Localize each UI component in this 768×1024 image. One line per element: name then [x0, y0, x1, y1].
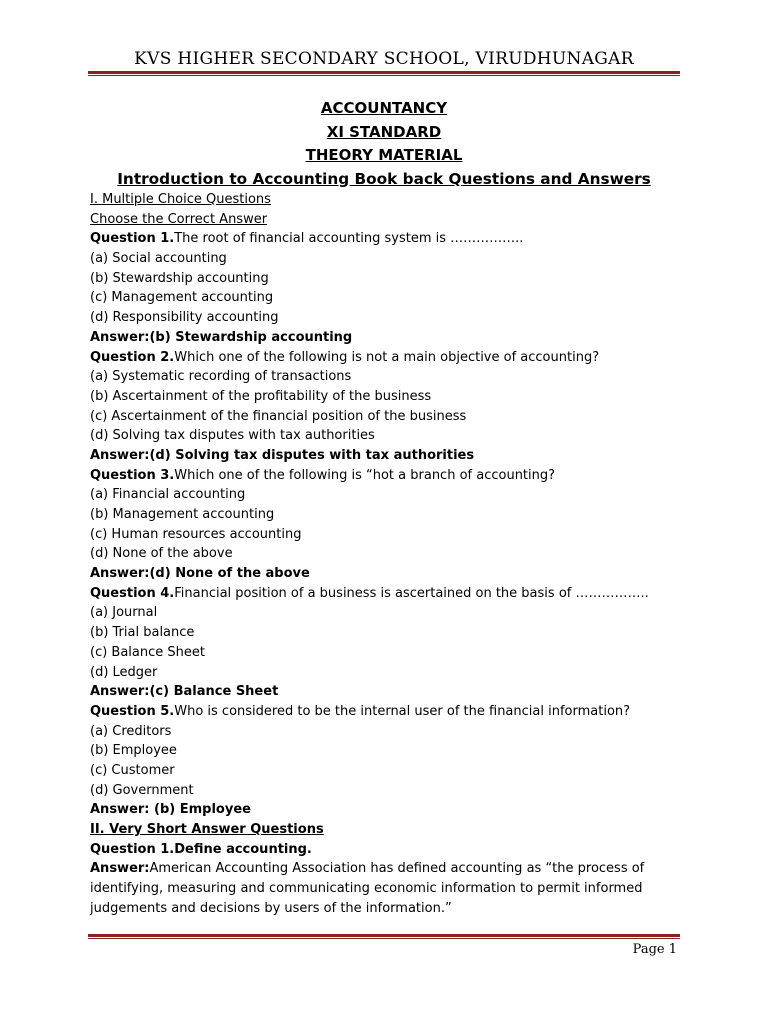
question-text: Financial position of a business is ascertained on the basis of ……………..: [174, 585, 649, 601]
question-text: Who is considered to be the internal user of the financial information?: [174, 703, 631, 719]
header-rule: [88, 71, 680, 76]
question-line: [90, 702, 690, 722]
document-body: [90, 190, 690, 918]
section-heading-mcq: I. Multiple Choice Questions: [90, 192, 271, 207]
answer-line: Answer:(d) Solving tax disputes with tax authorities: [90, 447, 475, 463]
page-number: Page 1: [632, 942, 677, 957]
school-header: KVS HIGHER SECONDARY SCHOOL, VIRUDHUNAGAR: [134, 49, 634, 69]
question-text: Which one of the following is not a main objective of accounting?: [174, 349, 600, 365]
question-label: Question 1.: [90, 231, 175, 247]
section-heading-short-answer: II. Very Short Answer Questions: [90, 822, 324, 837]
option-line: (b) Trial balance: [90, 625, 195, 641]
option-line: (d) Responsibility accounting: [90, 310, 279, 326]
standard-title: XI STANDARD: [326, 122, 442, 141]
question-line: [90, 466, 690, 486]
option-line: (b) Stewardship accounting: [90, 270, 269, 286]
short-question-title: Question 1.Define accounting.: [90, 841, 312, 857]
question-line: [90, 584, 690, 604]
section-instruction: Choose the Correct Answer: [90, 211, 268, 227]
option-line: (b) Employee: [90, 743, 177, 759]
answer-line: Answer:(c) Balance Sheet: [90, 684, 279, 700]
option-line: (c) Customer: [90, 762, 175, 778]
question-label: Question 4.: [90, 585, 175, 601]
option-line: (c) Management accounting: [90, 290, 274, 306]
short-answer-paragraph: [90, 859, 650, 918]
question-line: [90, 348, 690, 368]
question-text: The root of financial accounting system is ……………..: [174, 231, 524, 247]
title-block: [0, 97, 768, 191]
question-text: Which one of the following is “hot a branch of accounting?: [174, 467, 556, 483]
option-line: (c) Human resources accounting: [90, 526, 302, 542]
question-label: Question 3.: [90, 467, 175, 483]
material-title: THEORY MATERIAL: [305, 146, 463, 164]
subject-title: ACCOUNTANCY: [320, 99, 448, 117]
answer-label: Answer:: [90, 861, 150, 877]
option-line: (a) Social accounting: [90, 251, 227, 267]
option-line: (d) Ledger: [90, 664, 158, 680]
option-line: (a) Journal: [90, 605, 158, 621]
question-line: [90, 229, 690, 249]
question-label: Question 2.: [90, 349, 175, 365]
answer-text: American Accounting Association has defined accounting as “the process of identifying, measuring and communicating economic information to permit informed judgements and decisions by users of the information.”: [90, 861, 645, 916]
option-line: (c) Ascertainment of the financial position of the business: [90, 408, 467, 424]
option-line: (a) Systematic recording of transactions: [90, 369, 352, 385]
option-line: (d) None of the above: [90, 546, 233, 562]
footer-rule: [88, 934, 680, 939]
option-line: (a) Financial accounting: [90, 487, 246, 503]
option-line: (b) Ascertainment of the profitability of the business: [90, 388, 432, 404]
option-line: (d) Government: [90, 782, 194, 798]
answer-line: Answer:(d) None of the above: [90, 566, 310, 582]
option-line: (a) Creditors: [90, 723, 172, 739]
answer-line: Answer:(b) Stewardship accounting: [90, 329, 353, 345]
question-label: Question 5.: [90, 703, 175, 719]
option-line: (d) Solving tax disputes with tax authorities: [90, 428, 375, 444]
option-line: (c) Balance Sheet: [90, 644, 205, 660]
option-line: (b) Management accounting: [90, 507, 275, 522]
answer-line: Answer: (b) Employee: [90, 802, 251, 818]
chapter-title: Introduction to Accounting Book back Questions and Answers: [117, 169, 651, 188]
